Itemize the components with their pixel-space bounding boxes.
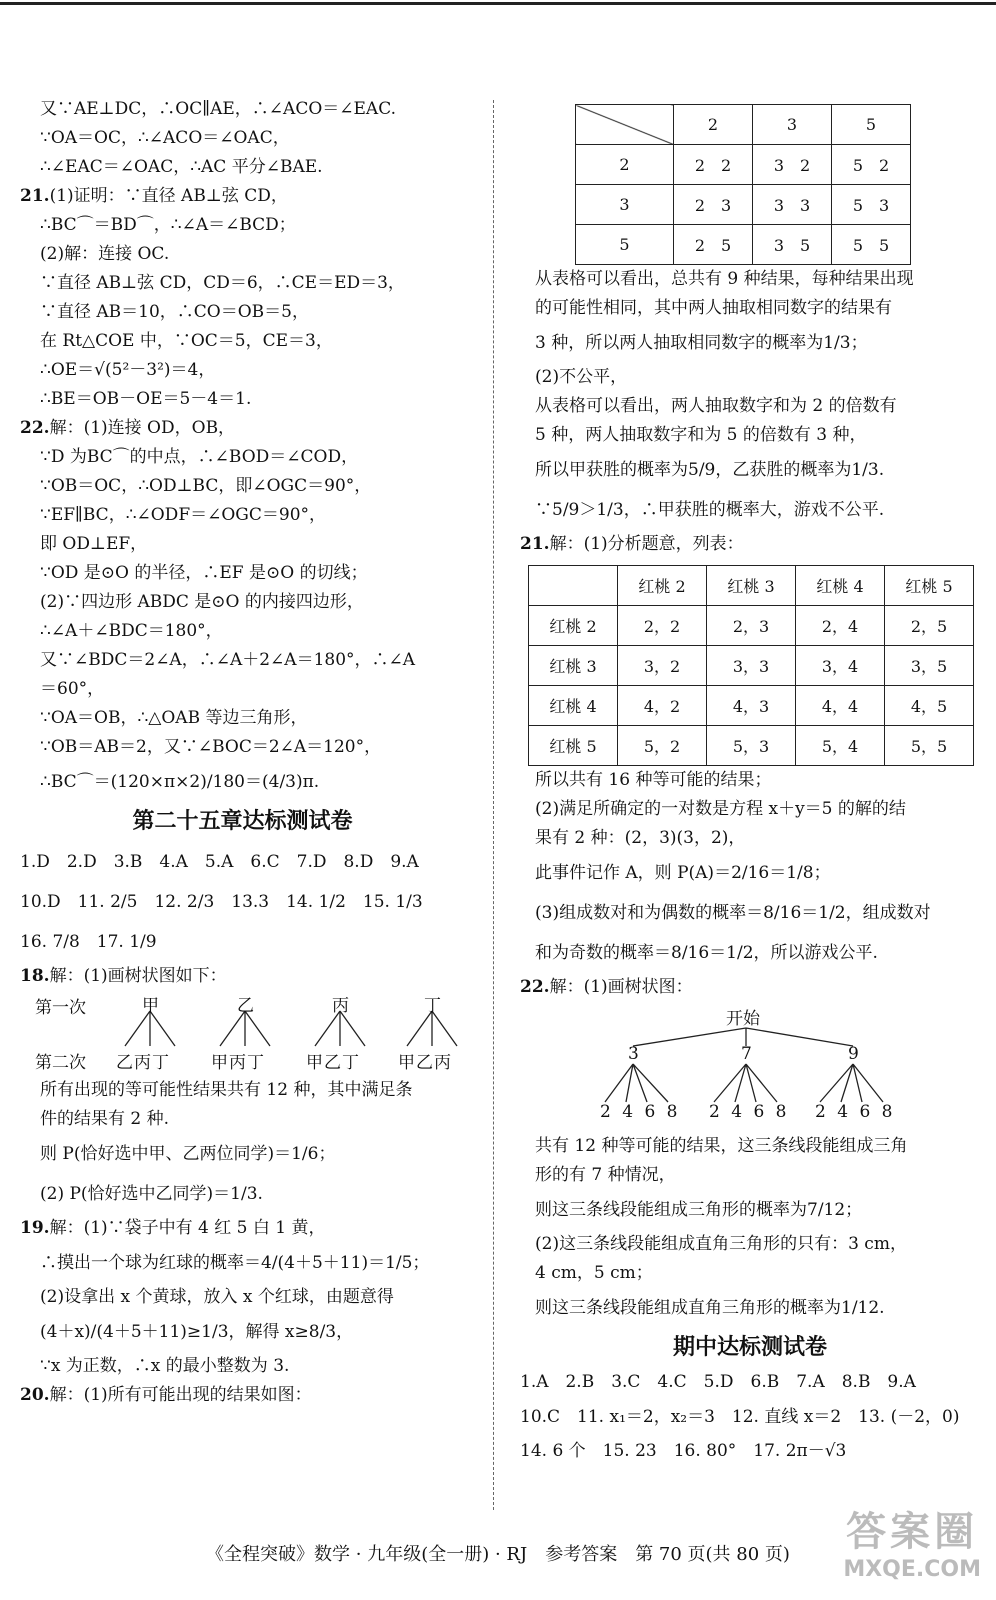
text-line: (2)设拿出 x 个黄球，放入 x 个红球，由题意得 <box>40 1287 394 1307</box>
text-line: ∴OE＝√(5²－3²)＝4， <box>40 360 216 380</box>
table-cell: 2 <box>576 145 674 185</box>
result-table-20 <box>575 104 911 265</box>
watermark-url: MXQE.COM <box>843 1557 981 1582</box>
text-line: (2)满足所确定的一对数是方程 x＋y＝5 的解的结 <box>535 799 906 819</box>
result-table-21 <box>528 565 974 766</box>
table-cell: 红桃 3 <box>529 646 618 686</box>
site-watermark <box>843 1500 981 1582</box>
text-line: 则这三条线段能组成三角形的概率为7/12； <box>535 1200 863 1220</box>
table-cell: 3 3 <box>753 185 832 225</box>
tree-leaves: 甲乙丁 <box>306 1053 360 1073</box>
table-header: 3 <box>753 105 832 145</box>
table-cell: 2 2 <box>674 145 753 185</box>
table-cell: 3，3 <box>707 646 796 686</box>
text-line: 形的有 7 种情况， <box>535 1165 676 1185</box>
table-cell: 3，5 <box>885 646 974 686</box>
text-line: ∵直径 AB＝10，∴CO＝OB＝5， <box>40 302 309 322</box>
text-line: (2)不公平， <box>535 367 628 387</box>
text-line: 共有 12 种等可能的结果，这三条线段能组成三角 <box>535 1136 908 1156</box>
text-line: 解：(1)画树状图： <box>549 977 693 997</box>
text-line: ∵OA＝OB，∴△OAB 等边三角形， <box>40 708 308 728</box>
text-line: 所以甲获胜的概率为5/9，乙获胜的概率为1/3. <box>535 460 885 480</box>
table-row <box>576 185 911 225</box>
text-line: (2)这三条线段能组成直角三角形的只有：3 cm， <box>535 1234 907 1254</box>
text-line: ∴摸出一个球为红球的概率＝4/(4＋5＋11)＝1/5； <box>40 1253 430 1273</box>
text-line: ∵x 为正数，∴x 的最小整数为 3. <box>40 1356 290 1376</box>
text-line: 解：(1)连接 OD，OB， <box>49 418 236 438</box>
tree-root: 开始 <box>726 1009 760 1029</box>
text-line: 件的结果有 2 种. <box>40 1109 170 1129</box>
tree-node: 丙 <box>332 996 349 1016</box>
table-cell: 2，5 <box>885 606 974 646</box>
tree-diagram-18 <box>20 991 465 1076</box>
tree-node: 7 <box>741 1044 752 1064</box>
tree-leaves: 甲乙丙 <box>398 1053 452 1073</box>
answer-line: 16. 7/8 17. 1/9 <box>20 932 157 952</box>
text-line: 和为奇数的概率＝8/16＝1/2，所以游戏公平. <box>535 943 878 963</box>
table-header <box>529 566 618 606</box>
text-line: 解：(1)画树状图如下： <box>49 966 227 986</box>
table-cell: 红桃 4 <box>529 686 618 726</box>
question-number: 20. <box>20 1385 50 1405</box>
text-line: (2) P(恰好选中乙同学)＝1/3. <box>40 1184 263 1204</box>
question-number: 22. <box>20 418 50 438</box>
text-line: ∵OA＝OC，∴∠ACO＝∠OAC， <box>40 128 290 148</box>
table-cell: 3，2 <box>618 646 707 686</box>
text-line: ∴∠EAC＝∠OAC，∴AC 平分∠BAE. <box>40 157 323 177</box>
text-line: 解：(1)∵袋子中有 4 红 5 白 1 黄， <box>49 1218 326 1238</box>
text-line: 从表格可以看出，两人抽取数字和为 2 的倍数有 <box>535 396 897 416</box>
table-header: 2 <box>674 105 753 145</box>
text-line: 即 OD⊥EF， <box>40 534 148 554</box>
table-cell: 5 3 <box>832 185 911 225</box>
tree-node: 3 <box>628 1044 639 1064</box>
table-cell: 红桃 2 <box>529 606 618 646</box>
text-line: ∴BC⌒＝(120×π×2)/180＝(4/3)π. <box>40 772 320 792</box>
section-heading: 期中达标测试卷 <box>672 1335 827 1360</box>
question-number: 21. <box>520 534 550 554</box>
table-header: 红桃 3 <box>707 566 796 606</box>
table-cell: 4，4 <box>796 686 885 726</box>
answer-line: 10.D 11. 2/5 12. 2/3 13.3 14. 1/2 15. 1/3 <box>20 892 423 912</box>
tree-node: 乙 <box>237 996 254 1016</box>
table-cell: 5，5 <box>885 726 974 766</box>
section-heading: 第二十五章达标测试卷 <box>132 809 353 834</box>
answer-line: 10.C 11. x₁＝2，x₂＝3 12. 直线 x＝2 13. (－2，0) <box>520 1407 960 1427</box>
table-row <box>529 686 974 726</box>
question-number: 18. <box>20 966 50 986</box>
tree-node: 甲 <box>142 996 159 1016</box>
tree-leaves: 2 4 6 8 <box>815 1102 896 1122</box>
table-cell: 2，3 <box>707 606 796 646</box>
text-line: ∵OD 是⊙O 的半径，∴EF 是⊙O 的切线； <box>40 563 368 583</box>
column-divider <box>493 100 494 1510</box>
table-cell: 3 5 <box>753 225 832 265</box>
table-cell: 红桃 5 <box>529 726 618 766</box>
text-line: ∵D 为BC⌒的中点，∴∠BOD＝∠COD， <box>40 447 359 467</box>
table-cell: 5，4 <box>796 726 885 766</box>
text-line: ∵OB＝AB＝2，又∵∠BOC＝2∠A＝120°， <box>40 737 382 757</box>
table-header: 红桃 5 <box>885 566 974 606</box>
text-line: 4 cm，5 cm； <box>535 1263 653 1283</box>
text-line: ∵直径 AB⊥弦 CD，CD＝6，∴CE＝ED＝3， <box>40 273 405 293</box>
table-cell: 5 <box>576 225 674 265</box>
text-line: 又∵AE⊥DC，∴OC∥AE，∴∠ACO＝∠EAC. <box>40 99 396 119</box>
table-cell: 2，4 <box>796 606 885 646</box>
text-line: ＝60°， <box>40 679 105 699</box>
table-cell: 5 5 <box>832 225 911 265</box>
tree-node: 丁 <box>424 996 441 1016</box>
text-line: ∵OB＝OC，∴OD⊥BC，即∠OGC＝90°， <box>40 476 372 496</box>
table-cell: 3，4 <box>796 646 885 686</box>
table-cell: 5 2 <box>832 145 911 185</box>
table-row <box>529 606 974 646</box>
question-number: 19. <box>20 1218 50 1238</box>
text-line: 此事件记作 A，则 P(A)＝2/16＝1/8； <box>535 863 831 883</box>
answer-line: 14. 6 个 15. 23 16. 80° 17. 2π－√3 <box>520 1441 847 1461</box>
text-line: ∴BC⌒＝BD⌒，∴∠A＝∠BCD； <box>40 215 296 235</box>
table-cell: 5，3 <box>707 726 796 766</box>
text-line: (3)组成数对和为偶数的概率＝8/16＝1/2，组成数对 <box>535 903 931 923</box>
text-line: ∵EF∥BC，∴∠ODF＝∠OGC＝90°， <box>40 505 327 525</box>
table-cell: 5，2 <box>618 726 707 766</box>
table-cell: 4，2 <box>618 686 707 726</box>
tree-diagram-22 <box>520 1002 980 1132</box>
table-cell: 2，2 <box>618 606 707 646</box>
tree-row-label: 第一次 <box>35 998 86 1018</box>
table-row <box>529 726 974 766</box>
table-cell: 2 3 <box>674 185 753 225</box>
text-line: 则这三条线段能组成直角三角形的概率为1/12. <box>535 1298 885 1318</box>
text-line: 5 种，两人抽取数字和为 5 的倍数有 3 种， <box>535 425 867 445</box>
text-line: 从表格可以看出，总共有 9 种结果，每种结果出现 <box>535 269 914 289</box>
text-line: 果有 2 种：(2，3)(3，2)， <box>535 828 746 848</box>
table-cell: 3 2 <box>753 145 832 185</box>
text-line: 在 Rt△COE 中，∵OC＝5，CE＝3， <box>40 331 333 351</box>
text-line: 所以共有 16 种等可能的结果； <box>535 770 772 790</box>
tree-leaves: 甲丙丁 <box>211 1053 265 1073</box>
text-line: ∴BE＝OB－OE＝5－4＝1. <box>40 389 252 409</box>
tree-leaves: 乙丙丁 <box>116 1053 170 1073</box>
table-header: 红桃 4 <box>796 566 885 606</box>
tree-leaves: 2 4 6 8 <box>600 1102 681 1122</box>
page-footer: 《全程突破》数学 · 九年级(全一册) · RJ 参考答案 第 70 页(共 80 页) <box>206 1544 790 1565</box>
text-line: (2)解：连接 OC. <box>40 244 170 264</box>
table-row <box>529 646 974 686</box>
table-header: 红桃 2 <box>618 566 707 606</box>
text-line: 3 种，所以两人抽取相同数字的概率为1/3； <box>535 333 868 353</box>
table-cell: 4，3 <box>707 686 796 726</box>
left-column <box>20 95 465 1410</box>
text-line: (4＋x)/(4＋5＋11)≥1/3，解得 x≥8/3， <box>40 1322 354 1342</box>
text-line: 则 P(恰好选中甲、乙两位同学)＝1/6； <box>40 1144 336 1164</box>
answer-line: 1.A 2.B 3.C 4.C 5.D 6.B 7.A 8.B 9.A <box>520 1372 916 1392</box>
question-number: 21. <box>20 186 50 206</box>
table-cell: 3 <box>576 185 674 225</box>
tree-leaves: 2 4 6 8 <box>709 1102 790 1122</box>
table-cell: 2 5 <box>674 225 753 265</box>
table-row <box>576 145 911 185</box>
text-line: ∵5/9＞1/3，∴甲获胜的概率大，游戏不公平. <box>535 500 885 520</box>
top-rule <box>0 2 996 5</box>
text-line: 的可能性相同，其中两人抽取相同数字的结果有 <box>535 298 892 318</box>
text-line: (2)∵四边形 ABDC 是⊙O 的内接四边形， <box>40 592 364 612</box>
text-line: 解：(1)所有可能出现的结果如图： <box>49 1385 312 1405</box>
question-number: 22. <box>520 977 550 997</box>
text-line: 解：(1)分析题意，列表： <box>549 534 744 554</box>
right-column <box>520 100 980 1466</box>
tree-node: 9 <box>848 1044 859 1064</box>
table-cell: 4，5 <box>885 686 974 726</box>
text-line: 所有出现的等可能性结果共有 12 种，其中满足条 <box>40 1080 413 1100</box>
tree-row-label: 第二次 <box>35 1053 86 1073</box>
text-line: (1)证明：∵直径 AB⊥弦 CD， <box>49 186 288 206</box>
answer-line: 1.D 2.D 3.B 4.A 5.A 6.C 7.D 8.D 9.A <box>20 852 419 872</box>
table-header: 5 <box>832 105 911 145</box>
watermark-logo-text: 答案圈 <box>846 1509 979 1555</box>
text-line: ∴∠A＋∠BDC＝180°， <box>40 621 223 641</box>
table-corner <box>576 105 674 145</box>
text-line: 又∵∠BDC＝2∠A，∴∠A＋2∠A＝180°，∴∠A <box>40 650 416 670</box>
table-row <box>576 225 911 265</box>
